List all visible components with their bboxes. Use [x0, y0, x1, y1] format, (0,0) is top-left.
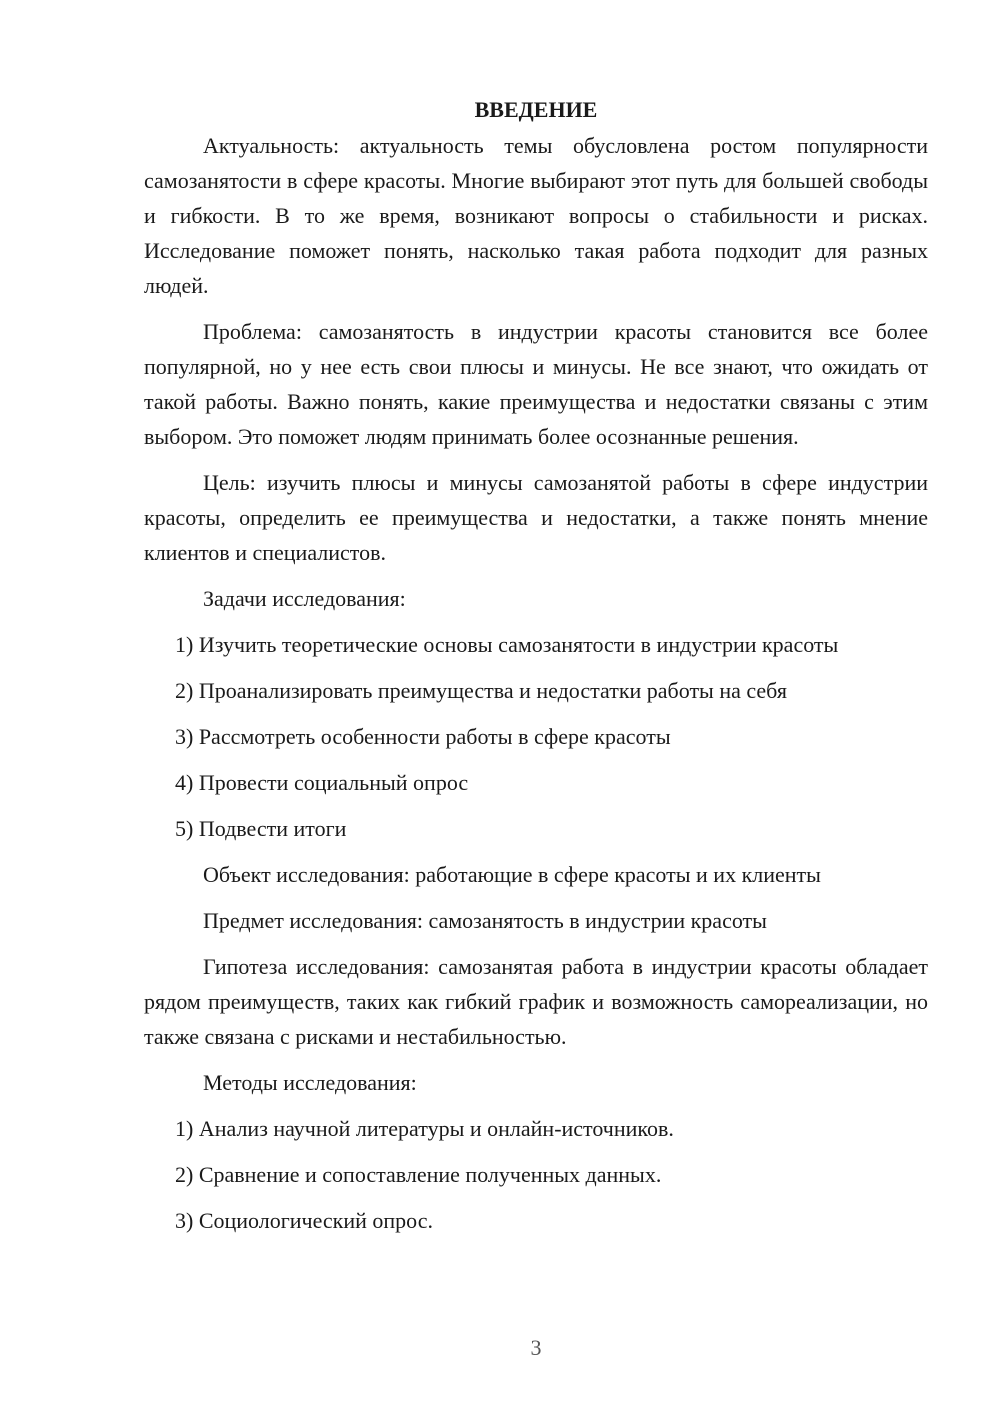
list-item: 1) Изучить теоретические основы самозанятости в индустрии красоты [175, 632, 839, 657]
list-item: 3) Рассмотреть особенности работы в сфере красоты [175, 724, 671, 749]
tasks-list [144, 627, 928, 846]
relevance-paragraph: Актуальность: актуальность темы обусловлена ростом популярности самозанятости в сфере красоты. Многие выбирают этот путь для большей свободы и гибкости. В то же время, возникают вопросы о стабильности и рисках. Исследование поможет понять, насколько такая работа подходит для разных людей. [144, 133, 928, 298]
subject-line: Предмет исследования: самозанятость в индустрии красоты [203, 908, 767, 933]
document-heading: ВВЕДЕНИЕ [474, 97, 598, 122]
goal-paragraph: Цель: изучить плюсы и минусы самозанятой работы в сфере индустрии красоты, определить ее преимущества и недостатки, а также понять мнение клиентов и специалистов. [144, 470, 928, 565]
methods-list [144, 1111, 928, 1238]
problem-paragraph: Проблема: самозанятость в индустрии красоты становится все более популярной, но у нее есть свои плюсы и минусы. Не все знают, что ожидать от такой работы. Важно понять, какие преимущества и недостатки связаны с этим выбором. Это поможет людям принимать более осознанные решения. [144, 319, 928, 449]
hypothesis-paragraph: Гипотеза исследования: самозанятая работа в индустрии красоты обладает рядом преимуществ, таких как гибкий график и возможность самореализации, но также связана с рисками и нестабильностью. [144, 954, 928, 1049]
list-item: 4) Провести социальный опрос [175, 770, 469, 795]
list-item: 2) Проанализировать преимущества и недостатки работы на себя [175, 678, 787, 703]
page-number: 3 [530, 1335, 542, 1360]
list-item: 3) Социологический опрос. [175, 1208, 433, 1233]
document-page [144, 92, 928, 1238]
object-line: Объект исследования: работающие в сфере красоты и их клиенты [203, 862, 821, 887]
list-item: 1) Анализ научной литературы и онлайн-источников. [175, 1116, 674, 1141]
list-item: 5) Подвести итоги [175, 816, 347, 841]
tasks-title: Задачи исследования: [203, 586, 406, 611]
methods-title: Методы исследования: [203, 1070, 417, 1095]
list-item: 2) Сравнение и сопоставление полученных данных. [175, 1162, 662, 1187]
